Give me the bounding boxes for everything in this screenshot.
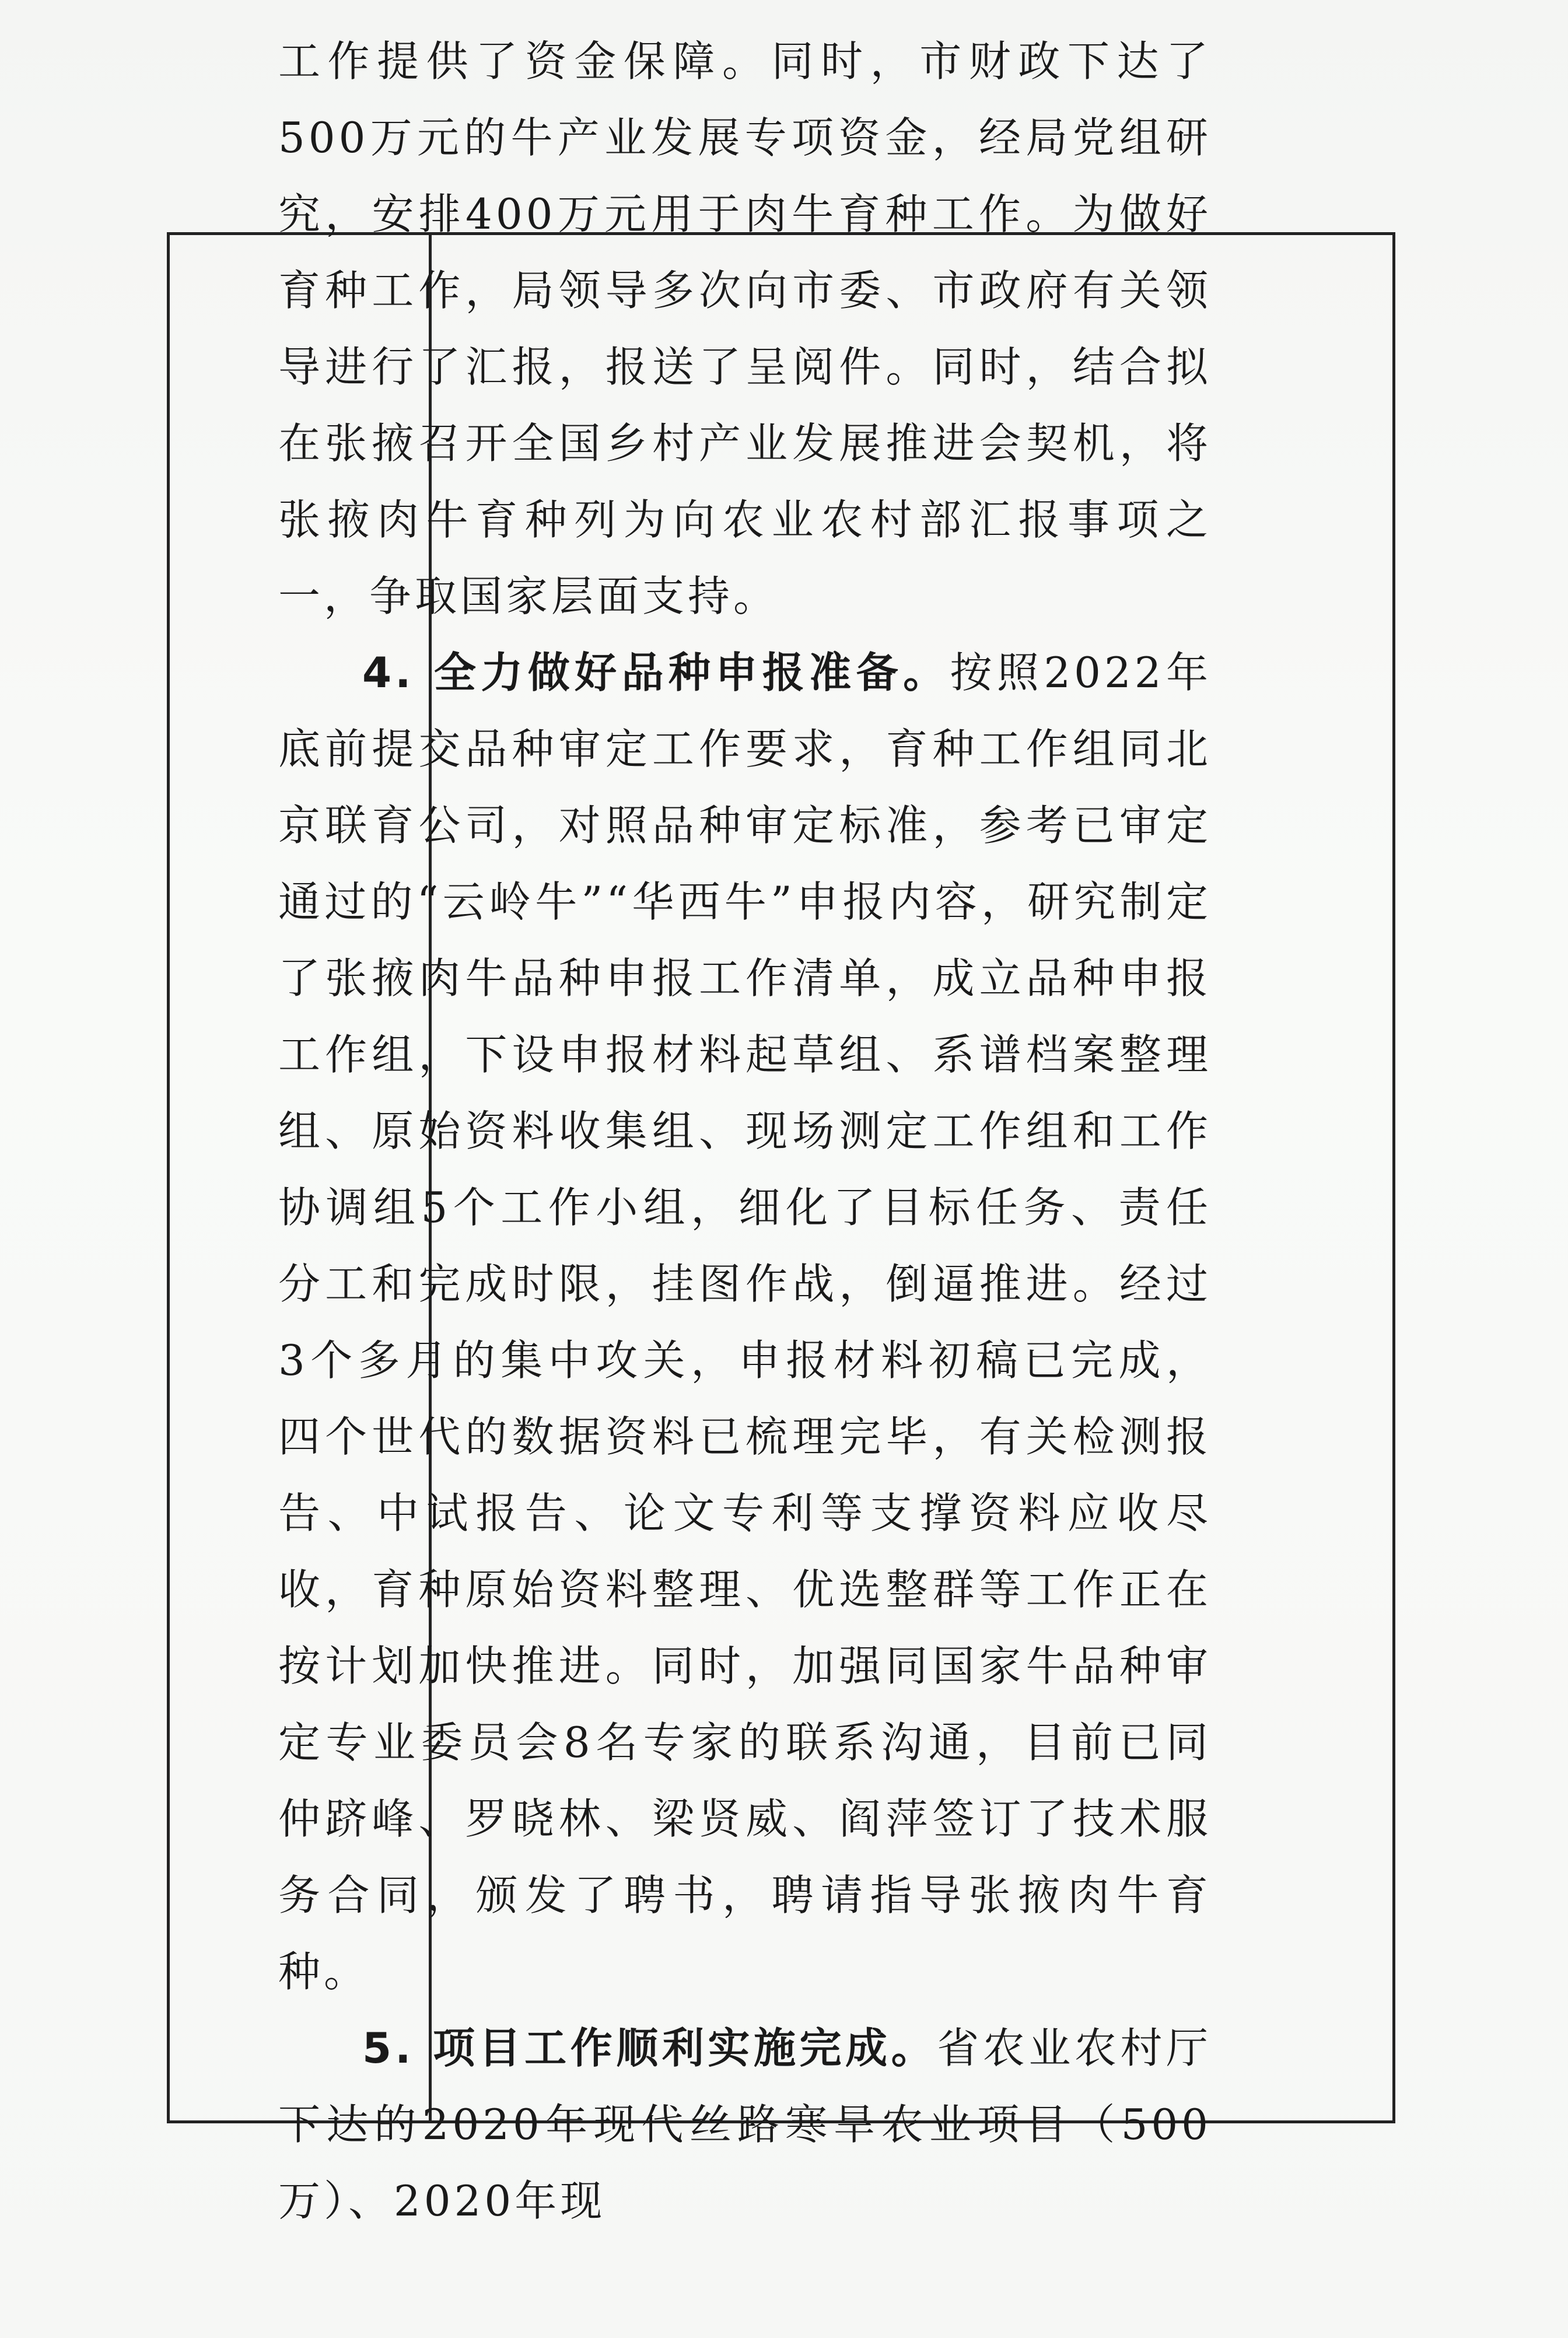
report-body [278,23,1212,2239]
section-heading: 4. 全力做好品种申报准备。 [362,648,950,697]
paragraph-breed-application [278,635,1212,2010]
section-heading: 5. 项目工作顺利实施完成。 [362,2024,937,2073]
paragraph-project-completion [278,2010,1212,2239]
paragraph-text: 省农业农村厅下达的2020年现代丝路寒旱农业项目（500万）、2020年现 [278,2024,1212,2225]
paragraph-text: 工作提供了资金保障。同时，市财政下达了500万元的牛产业发展专项资金，经局党组研究，安排400万元用于肉牛育种工作。为做好育种工作，局领导多次向市委、市政府有关领导进行了汇报，报送了呈阅件。同时，结合拟在张掖召开全国乡村产业发展推进会契机，将张掖肉牛育种列为向农业农村部汇报事项之一，争取国家层面支持。 [278,37,1212,621]
paragraph-text: 按照2022年底前提交品种审定工作要求，育种工作组同北京联育公司，对照品种审定标准，参考已审定通过的“云岭牛”“华西牛”申报内容，研究制定了张掖肉牛品种申报工作清单，成立品种申报工作组，下设申报材料起草组、系谱档案整理组、原始资料收集组、现场测定工作组和工作协调组5个工作小组，细化了目标任务、责任分工和完成时限，挂图作战，倒逼推进。经过3个多月的集中攻关，申报材料初稿已完成，四个世代的数据资料已梳理完毕，有关检测报告、中试报告、论文专利等支撑资料应收尽收，育种原始资料整理、优选整群等工作正在按计划加快推进。同时，加强同国家牛品种审定专业委员会8名专家的联系沟通，目前已同仲跻峰、罗晓林、梁贤威、阎萍签订了技术服务合同，颁发了聘书，聘请指导张掖肉牛育种。 [278,648,1212,1996]
paragraph-funding [278,23,1212,635]
